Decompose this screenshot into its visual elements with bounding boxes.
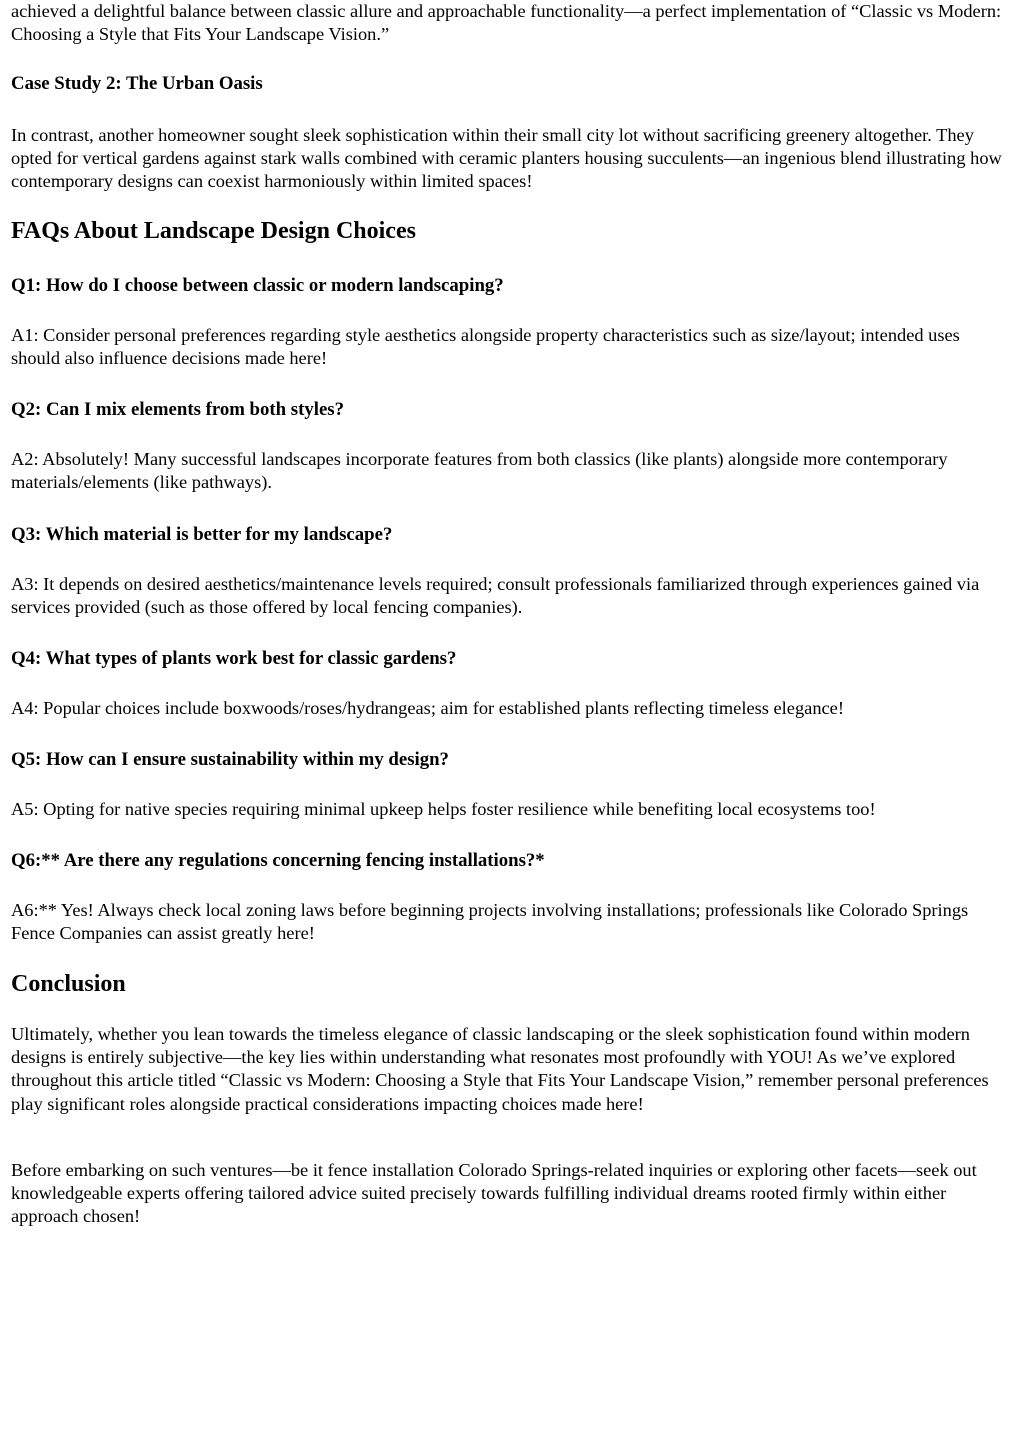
intro-paragraph: achieved a delightful balance between classic allure and approachable functionality—a perfect implementation of “Classic vs Modern: Choosing a Style that Fits Your Landscape Vision.” (11, 1, 1002, 45)
faq-heading: FAQs About Landscape Design Choices (11, 218, 416, 244)
case-study-2-paragraph: In contrast, another homeowner sought sleek sophistication within their small city lot without sacrificing greenery altogether. They opted for vertical gardens against stark walls combined with ceramic planters housing succulents—an ingenious blend illustrating how contemporary designs can coexist harmoniously within limited spaces! (11, 125, 1002, 192)
conclusion-paragraph-2: Before embarking on such ventures—be it fence installation Colorado Springs-related inquiries or exploring other facets—seek out knowledgeable experts offering tailored advice suited precisely towards fulfilling individual dreams rooted firmly within either approach chosen! (11, 1160, 977, 1227)
case-study-2-heading: Case Study 2: The Urban Oasis (11, 73, 263, 94)
faq-answer-6: A6:** Yes! Always check local zoning laws before beginning projects involving installations; professionals like Colorado Springs Fence Companies can assist greatly here! (11, 900, 969, 944)
faq-question-5: Q5: How can I ensure sustainability within my design? (11, 749, 449, 770)
conclusion-heading: Conclusion (11, 971, 126, 997)
faq-answer-1: A1: Consider personal preferences regarding style aesthetics alongside property characteristics such as size/layout; intended uses should also influence decisions made here! (11, 325, 960, 369)
faq-question-4: Q4: What types of plants work best for classic gardens? (11, 648, 457, 669)
faq-answer-4: A4: Popular choices include boxwoods/roses/hydrangeas; aim for established plants reflecting timeless elegance! (11, 698, 844, 718)
faq-answer-5: A5: Opting for native species requiring minimal upkeep helps foster resilience while benefiting local ecosystems too! (11, 799, 876, 819)
faq-question-3: Q3: Which material is better for my landscape? (11, 524, 393, 545)
conclusion-paragraph-1: Ultimately, whether you lean towards the timeless elegance of classic landscaping or the sleek sophistication found within modern designs is entirely subjective—the key lies within understanding what resonates most profoundly with YOU! As we’ve explored throughout this article titled “Classic vs Modern: Choosing a Style that Fits Your Landscape Vision,” remember personal preferences play significant roles alongside practical considerations impacting choices made here! (11, 1024, 989, 1114)
faq-answer-2: A2: Absolutely! Many successful landscapes incorporate features from both classics (like plants) alongside more contemporary materials/elements (like pathways). (11, 449, 948, 493)
faq-answer-3: A3: It depends on desired aesthetics/maintenance levels required; consult professionals familiarized through experiences gained via services provided (such as those offered by local fencing companies). (11, 574, 980, 618)
faq-question-6: Q6:** Are there any regulations concerning fencing installations?* (11, 850, 545, 871)
faq-question-1: Q1: How do I choose between classic or modern landscaping? (11, 275, 504, 296)
faq-question-2: Q2: Can I mix elements from both styles? (11, 399, 344, 420)
